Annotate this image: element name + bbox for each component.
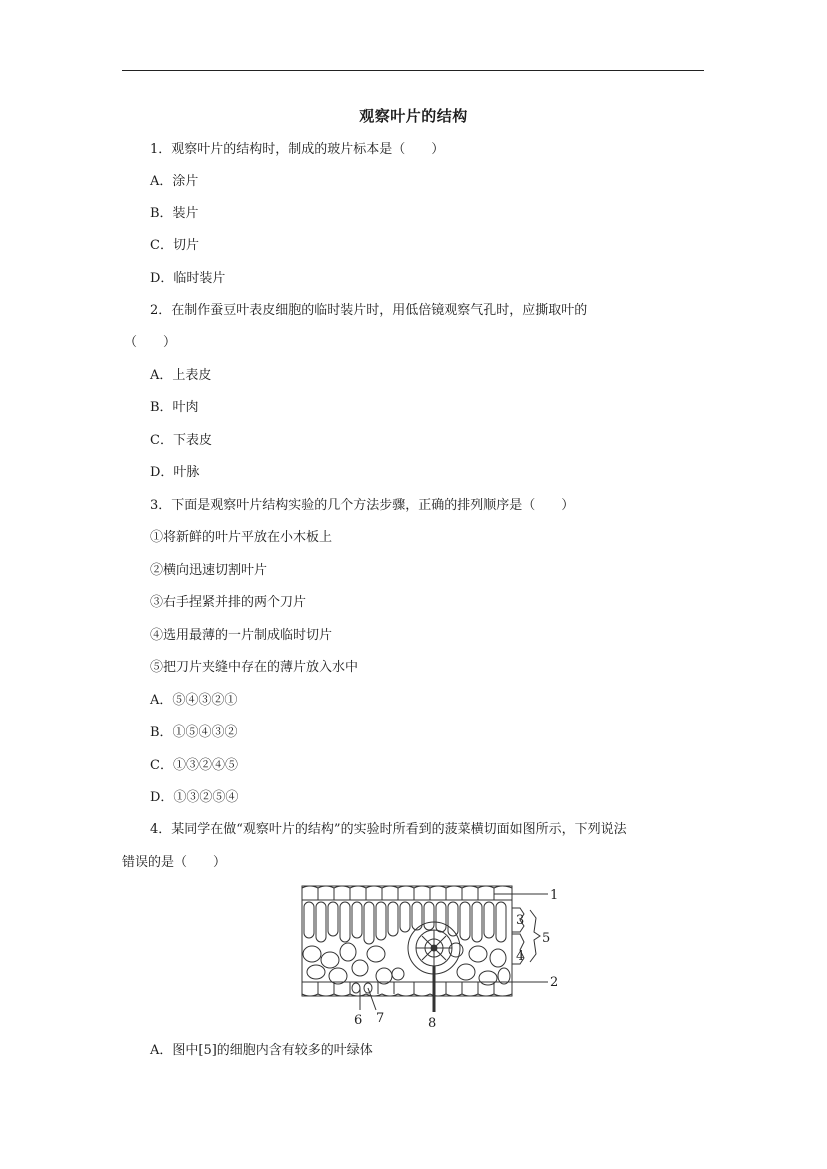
question-3-step-4: ④选用最薄的一片制成临时切片	[150, 628, 333, 643]
question-1-stem: 1．观察叶片的结构时，制成的玻片标本是（ ）	[150, 142, 445, 157]
question-1-option-b: B．装片	[150, 206, 199, 221]
question-1-option-d: D．临时装片	[150, 271, 226, 286]
question-3-step-2: ②横向迅速切割叶片	[150, 563, 268, 578]
question-3-stem: 3．下面是观察叶片结构实验的几个方法步骤，正确的排列顺序是（ ）	[150, 498, 575, 513]
header-rule	[122, 70, 704, 71]
lower-epidermis	[302, 982, 512, 996]
question-2-option-a: A．上表皮	[150, 368, 212, 383]
leaf-cross-section-figure	[298, 884, 568, 1029]
figure-label-2: 2	[550, 975, 559, 990]
question-2-option-d: D．叶脉	[150, 465, 200, 480]
question-2-option-b: B．叶肉	[150, 400, 199, 415]
question-2-option-c: C．下表皮	[150, 433, 212, 448]
question-3-option-a: A．⑤④③②①	[150, 693, 238, 708]
palisade-layer	[304, 902, 506, 944]
question-1-option-a: A．涂片	[150, 174, 199, 189]
figure-label-4: 4	[516, 949, 525, 964]
question-3-option-c: C．①③②④⑤	[150, 758, 238, 773]
question-3-step-5: ⑤把刀片夹缝中存在的薄片放入水中	[150, 660, 359, 675]
question-4-option-a: A．图中[5]的细胞内含有较多的叶绿体	[150, 1043, 373, 1058]
upper-epidermis	[302, 886, 512, 900]
spongy-layer	[303, 943, 510, 985]
figure-label-8: 8	[428, 1016, 437, 1029]
figure-label-6: 6	[354, 1013, 363, 1028]
figure-label-1: 1	[550, 888, 559, 903]
question-4-stem-continued: 错误的是（ ）	[122, 855, 227, 870]
question-3-step-3: ③右手捏紧并排的两个刀片	[150, 595, 307, 610]
question-3-option-b: B．①⑤④③②	[150, 725, 238, 740]
question-3-option-d: D．①③②⑤④	[150, 790, 239, 805]
question-1-option-c: C．切片	[150, 238, 199, 253]
question-2-stem-continued: （ ）	[124, 335, 177, 350]
figure-label-5: 5	[542, 931, 551, 946]
figure-label-7: 7	[376, 1011, 385, 1026]
figure-label-3: 3	[516, 913, 525, 928]
question-3-step-1: ①将新鲜的叶片平放在小木板上	[150, 530, 333, 545]
question-2-stem: 2．在制作蚕豆叶表皮细胞的临时装片时，用低倍镜观察气孔时，应撕取叶的	[150, 303, 588, 318]
page-title: 观察叶片的结构	[359, 107, 468, 125]
question-4-stem: 4．某同学在做“观察叶片的结构”的实验时所看到的菠菜横切面如图所示，下列说法	[150, 822, 627, 837]
